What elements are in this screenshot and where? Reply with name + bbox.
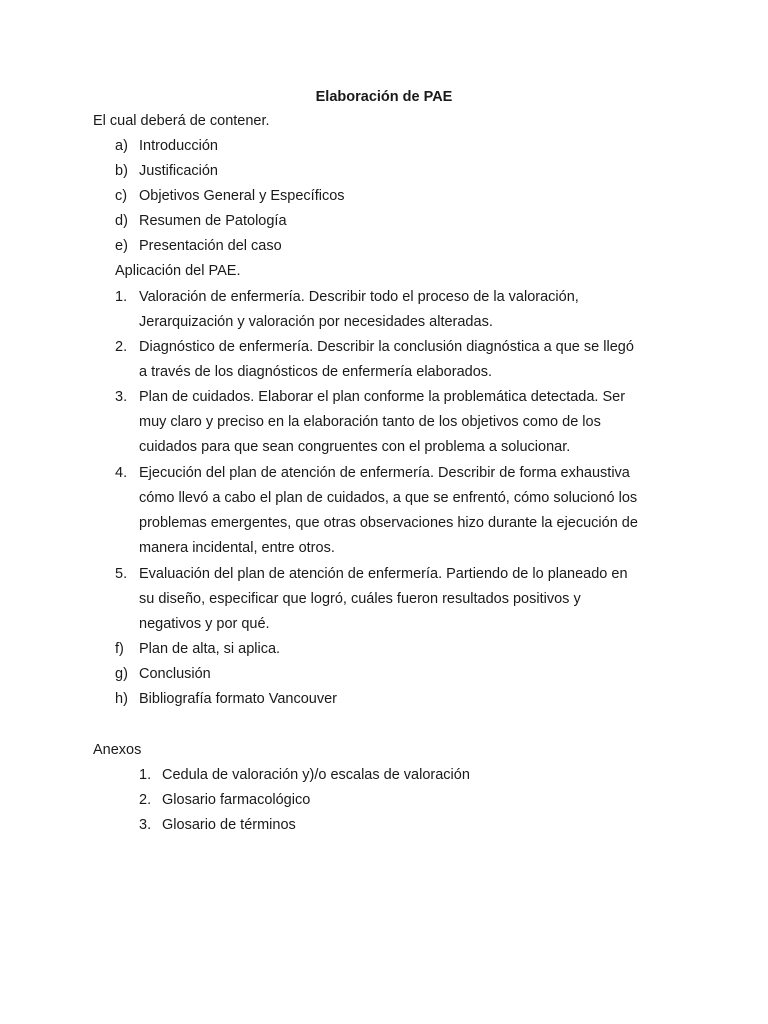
list-marker: 3. <box>115 389 128 405</box>
list-item-line: manera incidental, entre otros. <box>139 540 335 556</box>
list-item-line: Diagnóstico de enfermería. Describir la conclusión diagnóstica a que se llegó <box>139 339 634 355</box>
list-marker: 1. <box>139 767 152 783</box>
list-marker: 3. <box>139 817 152 833</box>
list-item-line: a través de los diagnósticos de enfermería elaborados. <box>139 364 493 380</box>
list-marker: 5. <box>115 566 128 582</box>
list-item-line: Ejecución del plan de atención de enfermería. Describir de forma exhaustiva <box>139 465 630 481</box>
list-item-line: cuidados para que sean congruentes con el problema a solucionar. <box>139 439 571 455</box>
intro-text: El cual deberá de contener. <box>93 113 270 129</box>
list-item-text: Introducción <box>139 138 218 154</box>
list-marker: 2. <box>115 339 128 355</box>
list-item-line: cómo llevó a cabo el plan de cuidados, a que se enfrentó, cómo solucionó los <box>139 490 638 506</box>
list-marker: 4. <box>115 465 128 481</box>
list-marker: e) <box>115 238 128 254</box>
application-heading: Aplicación del PAE. <box>115 263 241 279</box>
list-item-text: Bibliografía formato Vancouver <box>139 691 338 707</box>
list-item-line: muy claro y preciso en la elaboración tanto de los objetivos como de los <box>139 414 601 430</box>
list-marker: b) <box>115 163 128 179</box>
list-marker: f) <box>115 641 124 657</box>
list-item-line: Valoración de enfermería. Describir todo el proceso de la valoración, <box>139 289 579 305</box>
list-item-text: Conclusión <box>139 666 211 682</box>
list-item-line: negativos y por qué. <box>139 616 270 632</box>
list-marker: h) <box>115 691 128 707</box>
list-item-text: Plan de alta, si aplica. <box>139 641 281 657</box>
list-marker: 2. <box>139 792 152 808</box>
list-item-text: Objetivos General y Específicos <box>139 188 345 204</box>
list-item-text: Presentación del caso <box>139 238 282 254</box>
list-item-line: Plan de cuidados. Elaborar el plan conforme la problemática detectada. Ser <box>139 389 626 405</box>
annexes-heading: Anexos <box>93 742 142 758</box>
list-item-line: problemas emergentes, que otras observaciones hizo durante la ejecución de <box>139 515 638 531</box>
list-item-text: Resumen de Patología <box>139 213 287 229</box>
list-item-text: Justificación <box>139 163 218 179</box>
list-item-text: Glosario farmacológico <box>162 792 311 808</box>
list-item-text: Glosario de términos <box>162 817 296 833</box>
list-item-line: Jerarquización y valoración por necesidades alteradas. <box>139 314 493 330</box>
list-marker: d) <box>115 213 128 229</box>
list-item-line: su diseño, especificar que logró, cuáles fueron resultados positivos y <box>139 591 581 607</box>
list-item-line: Evaluación del plan de atención de enfermería. Partiendo de lo planeado en <box>139 566 628 582</box>
list-marker: g) <box>115 666 128 682</box>
list-item-text: Cedula de valoración y)/o escalas de valoración <box>162 767 470 783</box>
document-title: Elaboración de PAE <box>315 89 453 105</box>
list-marker: 1. <box>115 289 128 305</box>
list-marker: a) <box>115 138 128 154</box>
list-marker: c) <box>115 188 128 204</box>
